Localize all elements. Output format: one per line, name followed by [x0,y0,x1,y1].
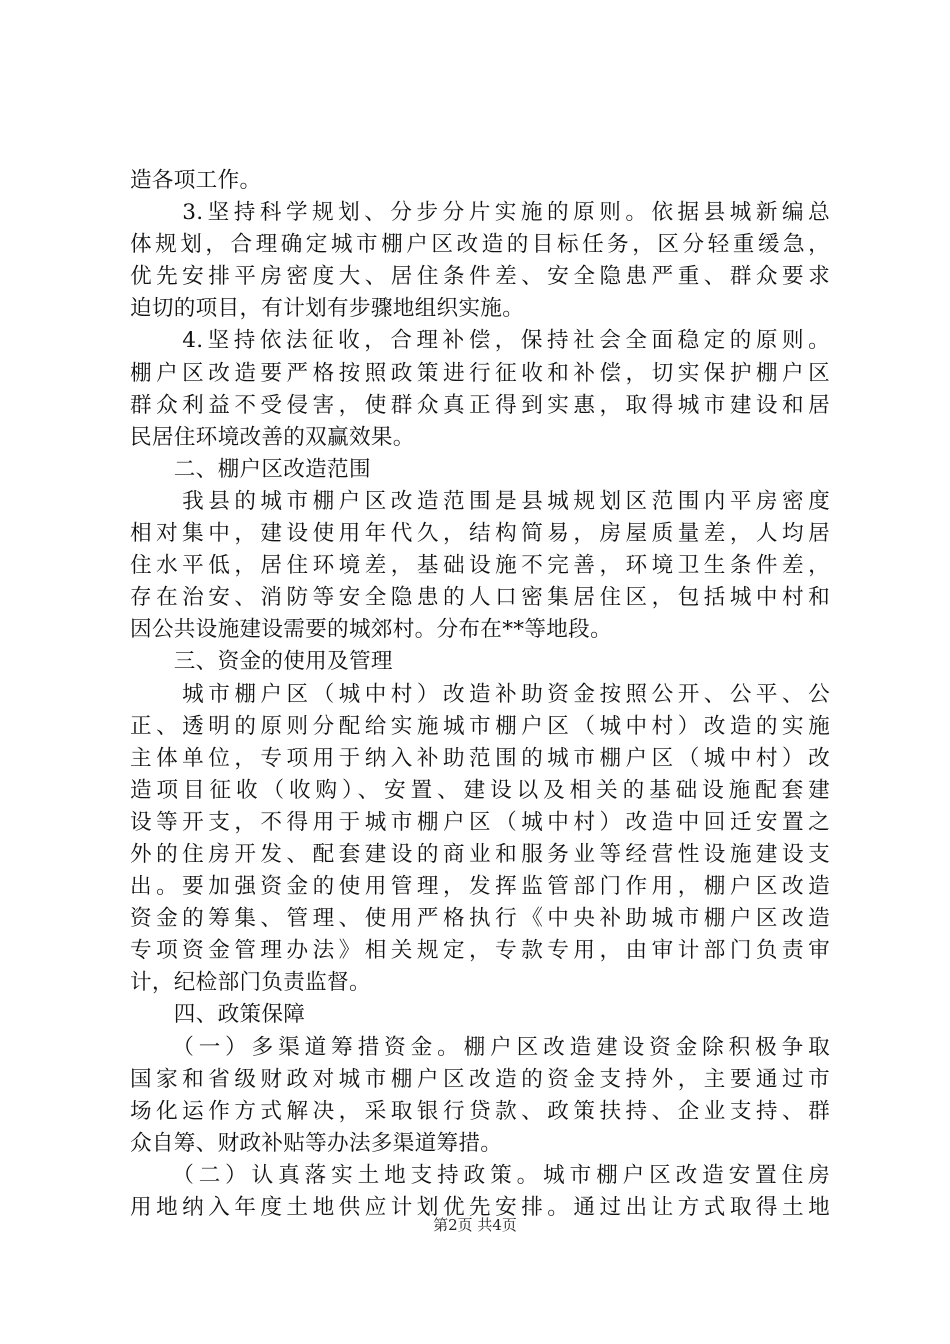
text-line: 住水平低，居住环境差，基础设施不完善，环境卫生条件差， [130,553,830,579]
text-line: （一）多渠道筹措资金。棚户区改造建设资金除积极争取 [130,1034,830,1060]
text-line: （二）认真落实土地支持政策。城市棚户区改造安置住房 [130,1162,830,1188]
text-line: 主体单位，专项用于纳入补助范围的城市棚户区（城中村）改 [130,745,830,771]
text-line: 我县的城市棚户区改造范围是县城规划区范围内平房密度 [130,488,830,514]
text-line: 迫切的项目，有计划有步骤地组织实施。 [130,296,525,322]
text-line: 国家和省级财政对城市棚户区改造的资金支持外，主要通过市 [130,1066,830,1092]
text-line: 体规划，合理确定城市棚户区改造的目标任务，区分轻重缓急， [130,232,830,258]
text-line: 造各项工作。 [130,168,262,193]
text-line: 用地纳入年度土地供应计划优先安排。通过出让方式取得土地 [130,1195,830,1220]
page-footer: 第2页 共4页 [433,1216,517,1234]
text-line: 优先安排平房密度大、居住条件差、安全隐患严重、群众要求 [130,264,830,290]
text-line: 设等开支，不得用于城市棚户区（城中村）改造中回迁安置之 [130,809,830,835]
text-line: 因公共设施建设需要的城郊村。分布在**等地段。 [130,617,612,643]
text-line: 计，纪检部门负责监督。 [130,970,371,996]
text-line: 存在治安、消防等安全隐患的人口密集居住区，包括城中村和 [130,585,830,611]
text-line: 三、资金的使用及管理 [130,649,393,675]
text-line: 外的住房开发、配套建设的商业和服务业等经营性设施建设支 [130,841,830,867]
text-line: 四、政策保障 [130,1002,306,1028]
text-line: 众自筹、财政补贴等办法多渠道筹措。 [130,1130,503,1156]
text-line: 4.坚持依法征收，合理补偿，保持社会全面稳定的原则。 [130,328,830,354]
text-line: 场化运作方式解决，采取银行贷款、政策扶持、企业支持、群 [130,1098,830,1124]
text-line: 群众利益不受侵害，使群众真正得到实惠，取得城市建设和居 [130,392,830,418]
text-line: 二、棚户区改造范围 [130,456,371,482]
text-line: 城市棚户区（城中村）改造补助资金按照公开、公平、公 [130,681,830,707]
text-line: 棚户区改造要严格按照政策进行征收和补偿，切实保护棚户区 [130,360,830,386]
text-line: 专项资金管理办法》相关规定，专款专用，由审计部门负责审 [130,938,830,964]
text-line: 3.坚持科学规划、分步分片实施的原则。依据县城新编总 [130,200,830,226]
text-line: 造项目征收（收购）、安置、建设以及相关的基础设施配套建 [130,777,830,803]
text-line: 民居住环境改善的双赢效果。 [130,424,415,450]
text-line: 资金的筹集、管理、使用严格执行《中央补助城市棚户区改造 [130,906,830,932]
document-body [130,165,830,1224]
text-line: 正、透明的原则分配给实施城市棚户区（城中村）改造的实施 [130,713,830,739]
text-line: 相对集中，建设使用年代久，结构简易，房屋质量差，人均居 [130,521,830,547]
text-line: 出。要加强资金的使用管理，发挥监管部门作用，棚户区改造 [130,874,830,900]
